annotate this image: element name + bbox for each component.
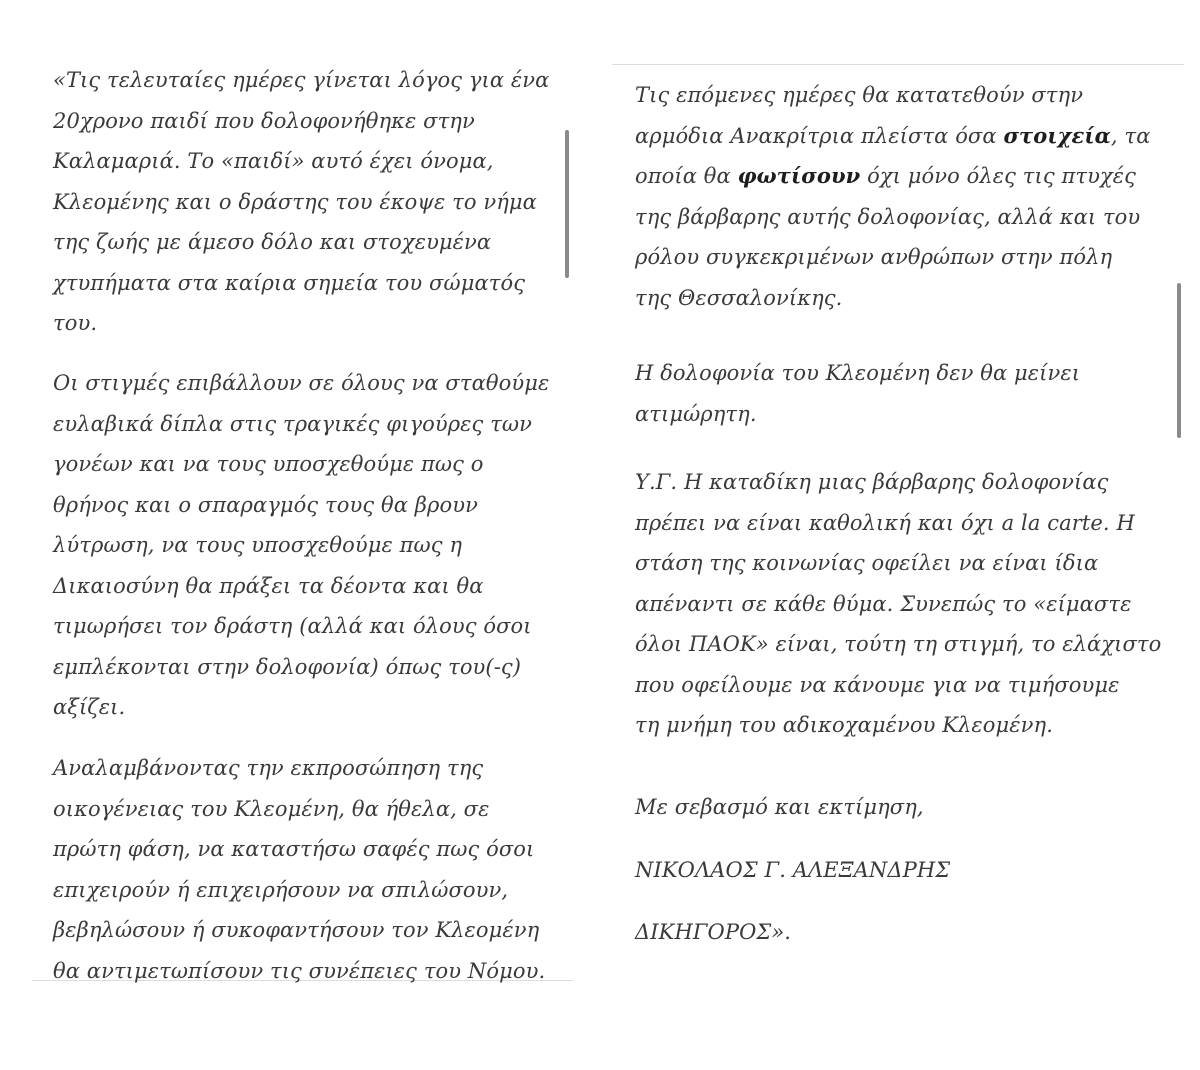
- paragraph-evidence: [635, 75, 1150, 318]
- text-run: οποία θα: [635, 164, 738, 188]
- text-line: Η δολοφονία του Κλεομένη δεν θα μείνει: [635, 361, 1081, 385]
- text-line: «Τις τελευταίες ημέρες γίνεται λόγος για ένα: [53, 68, 550, 92]
- text-line: απέναντι σε κάθε θύμα. Συνεπώς το «είμαστε: [635, 591, 1132, 616]
- text-line: Κλεομένης και ο δράστης του έκοψε το νήμα: [53, 189, 537, 214]
- text-run: αρμόδια Ανακρίτρια πλείστα όσα: [635, 123, 1004, 148]
- text-line: επιχειρούν ή επιχειρήσουν να σπιλώσουν,: [53, 877, 509, 902]
- text-line: 20χρονο παιδί που δολοφονήθηκε στην: [53, 108, 475, 133]
- text-line: της ζωής με άμεσο δόλο και στοχευμένα: [53, 230, 492, 254]
- right-panel-top-divider: [612, 64, 1184, 65]
- text-line: [635, 156, 1150, 197]
- text-line: τη μνήμη του αδικοχαμένου Κλεομένη.: [635, 713, 1053, 737]
- paragraph-representation: [53, 748, 545, 991]
- text-line: ρόλου συγκεκριμένων ανθρώπων στην πόλη: [635, 245, 1113, 269]
- text-line: θα αντιμετωπίσουν τις συνέπειες του Νόμου.: [53, 958, 546, 983]
- text-line: Τις επόμενες ημέρες θα κατατεθούν στην: [635, 83, 1084, 107]
- text-run: όχι μόνο όλες τις πτυχές: [860, 164, 1137, 188]
- text-line: ΔΙΚΗΓΟΡΟΣ».: [635, 920, 792, 944]
- left-scrollbar-thumb[interactable]: [565, 130, 569, 278]
- paragraph-intro: [53, 60, 549, 344]
- text-line: ατιμώρητη.: [635, 401, 757, 426]
- closing-salutation: [635, 787, 924, 828]
- text-line: τιμωρήσει τον δράστη (αλλά και όλους όσοι: [53, 614, 532, 638]
- text-line: στάση της κοινωνίας οφείλει να είναι ίδια: [635, 551, 1099, 575]
- text-line: Αναλαμβάνοντας την εκπροσώπηση της: [53, 756, 484, 780]
- text-line: [635, 116, 1150, 157]
- right-scrollbar-thumb[interactable]: [1177, 283, 1181, 438]
- text-line: της βάρβαρης αυτής δολοφονίας, αλλά και του: [635, 204, 1141, 229]
- text-line: Δικαιοσύνη θα πράξει τα δέοντα και θα: [53, 573, 484, 598]
- text-line: θρήνος και ο σπαραγμός τους θα βρουν: [53, 492, 478, 517]
- text-line: ΝΙΚΟΛΑΟΣ Γ. ΑΛΕΞΑΝΔΡΗΣ: [635, 858, 951, 882]
- text-line: πρέπει να είναι καθολική και όχι a la carte. Η: [635, 510, 1135, 535]
- text-line: που οφείλουμε να κάνουμε για να τιμήσουμε: [635, 672, 1120, 697]
- bold-word-fotisoun: φωτίσουν: [737, 163, 861, 188]
- bold-word-stoixeia: στοιχεία: [1003, 122, 1111, 148]
- text-line: πρώτη φάση, να καταστήσω σαφές πως όσοι: [53, 837, 535, 861]
- signature-title: [635, 912, 791, 953]
- text-line: Οι στιγμές επιβάλλουν σε όλους να σταθούμε: [53, 371, 550, 395]
- text-line: γονέων και να τους υποσχεθούμε πως ο: [53, 452, 484, 476]
- text-line: οικογένειας του Κλεομένη, θα ήθελα, σε: [53, 796, 490, 821]
- text-line: ευλαβικά δίπλα στις τραγικές φιγούρες των: [53, 411, 532, 436]
- text-line: εμπλέκονται στην δολοφονία) όπως του(-ς): [53, 654, 522, 679]
- paragraph-unpunished: [635, 353, 1080, 434]
- text-line: του.: [53, 311, 98, 335]
- text-run: , τα: [1110, 123, 1151, 148]
- text-line: χτυπήματα στα καίρια σημεία του σώματός: [53, 270, 526, 295]
- text-line: Καλαμαριά. Το «παιδί» αυτό έχει όνομα,: [53, 149, 494, 173]
- text-line: Με σεβασμό και εκτίμηση,: [635, 795, 924, 819]
- signature-name: [635, 850, 950, 891]
- paragraph-postscript: [635, 462, 1161, 746]
- text-line: βεβηλώσουν ή συκοφαντήσουν τον Κλεομένη: [53, 918, 540, 942]
- text-line: αξίζει.: [53, 695, 126, 719]
- paragraph-family: [53, 363, 549, 728]
- text-line: λύτρωση, να τους υποσχεθούμε πως η: [53, 533, 463, 557]
- text-line: της Θεσσαλονίκης.: [635, 285, 843, 310]
- text-line: όλοι ΠΑΟΚ» είναι, τούτη τη στιγμή, το ελάχιστο: [635, 632, 1162, 656]
- text-line: Υ.Γ. Η καταδίκη μιας βάρβαρης δολοφονίας: [635, 470, 1109, 494]
